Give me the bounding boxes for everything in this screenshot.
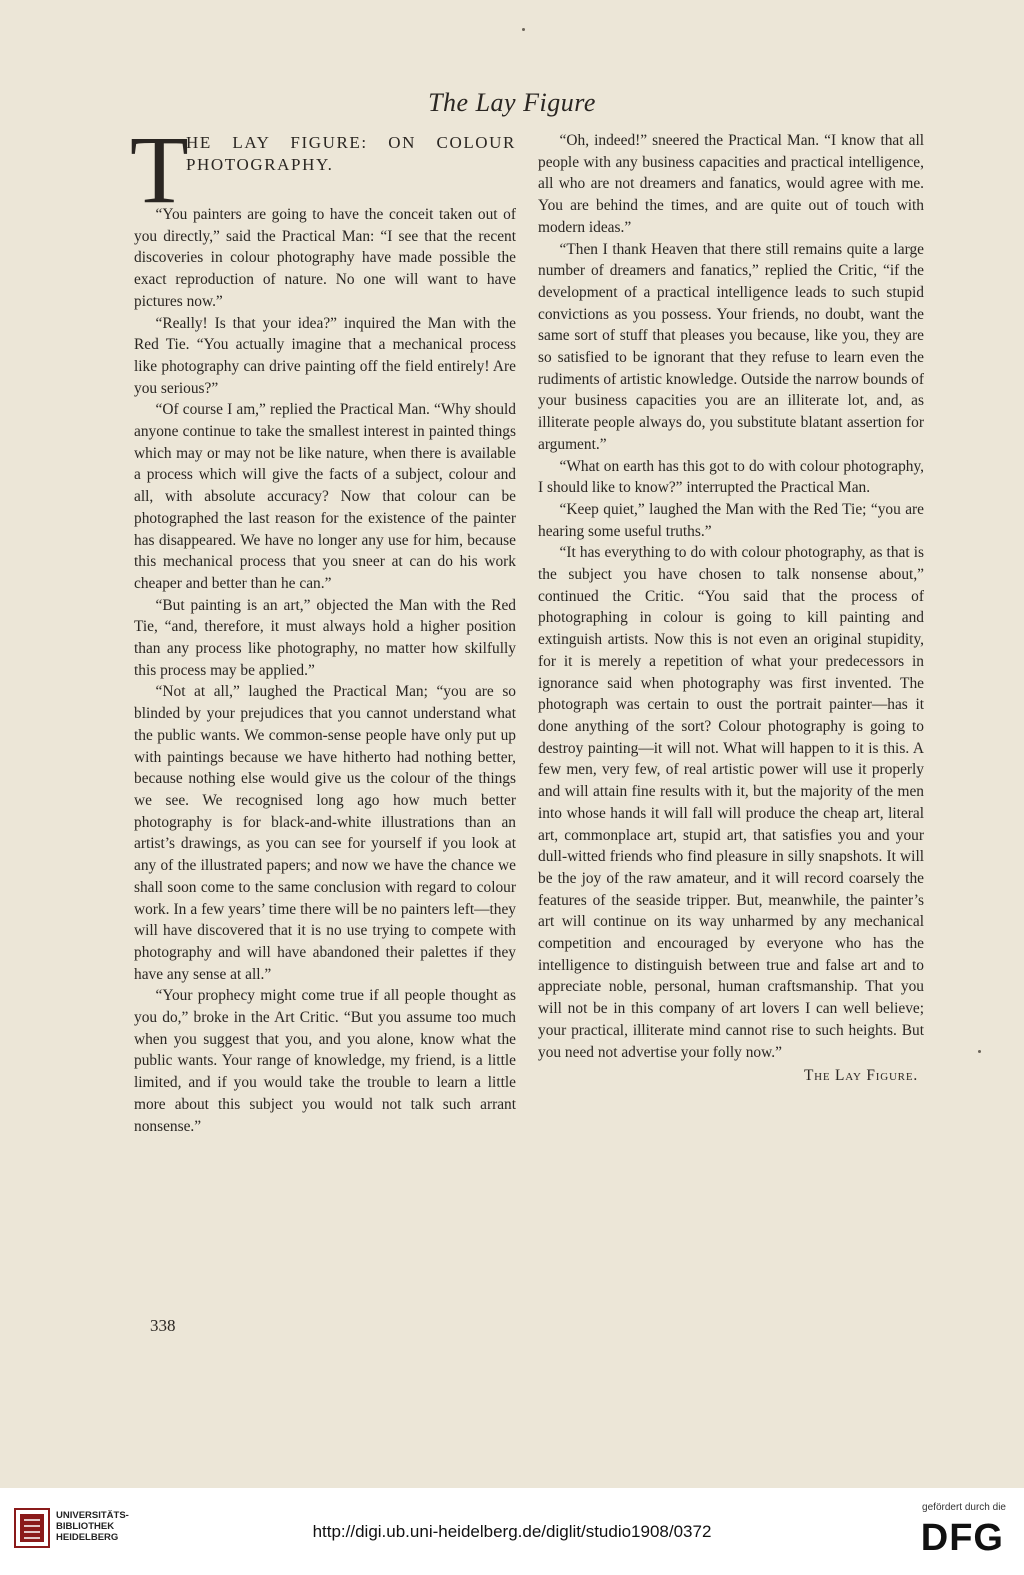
paragraph: “Keep quiet,” laughed the Man with the Red Tie; “you are hearing some useful truths.”	[538, 500, 924, 540]
paragraph: “Not at all,” laughed the Practical Man; “you are so blinded by your prejudices that you cannot understand what the public wants. We common-sense people have only put up with paintings because we have hitherto had nothing better, because nothing else would give us the colour of the things we see. We recognised long ago how much better photography is for black-and-white illustrations than an artist’s drawings, as you can see for yourself if you look at any of the illustrated papers; and now we have the chance we shall soon come to the same conclusion with regard to colour work. In a few years’ time there will be no painters left—they will have discovered that it is no use trying to compete with photography and will have abandoned their palettes if they have any sense at all.”	[134, 683, 516, 983]
running-head: The Lay Figure	[428, 88, 596, 117]
signature: The Lay Figure.	[803, 1067, 918, 1085]
paragraph: “Then I thank Heaven that there still remains quite a large number of dreamers and fanatics,” replied the Critic, “if the development of a practical intelligence leads to such stupid convictions as you possess. Your friends, no doubt, want the same sort of stuff that pleases you because, like you, they are so satisfied to be ignorant that they refuse to learn even the rudiments of artistic knowledge. Outside the narrow bounds of your business capacities you are an illiterate lot, and, as illiterate people always do, you substitute blatant assertion for argument.”	[538, 240, 924, 453]
paragraph: “You painters are going to have the conceit taken out of you directly,” said the Practical Man: “I see that the recent discoveries in colour photography have made possible the exact reproduction of nature. No one will want to have pictures now.”	[134, 206, 516, 310]
funding-note: gefördert durch die	[922, 1502, 1006, 1513]
paragraph: “But painting is an art,” objected the Man with the Red Tie, “and, therefore, it must always hold a higher position than any process like photography, no matter how skilfully this process may be applied.”	[134, 596, 516, 679]
left-column	[130, 116, 516, 1137]
paper-speck	[978, 1050, 981, 1053]
university-name: UNIVERSITÄTS- BIBLIOTHEK HEIDELBERG	[56, 1510, 129, 1543]
article-heading	[130, 116, 516, 223]
digitization-footer	[0, 1488, 1024, 1575]
source-url-link[interactable]: http://digi.ub.uni-heidelberg.de/diglit/studio1908/0372	[312, 1522, 712, 1541]
right-column	[538, 130, 924, 1087]
page-number: 338	[150, 1316, 176, 1335]
paragraph: “Your prophecy might come true if all people thought as you do,” broke in the Art Critic. “But you assume too much when you suggest that you, and you alone, know what the public wants. Your range of knowledge, my friend, is a little limited, and if you would take the trouble to learn a little more about this subject you would not talk such arrant nonsense.”	[134, 987, 516, 1135]
paragraph: “It has everything to do with colour photography, as that is the subject you have chosen to talk nonsense about,” continued the Critic. “You said that the process of photographing in colour is going to kill painting and extinguish artists. Now this is not even an original stupidity, for it is merely a repetition of what your predecessors in ignorance said when photography was first invented. The photograph was certain to oust the portrait painter—has it done anything of the sort? Colour photography is going to destroy painting—it will not. What will happen to it is this. A few men, very few, of real artistic power will use it properly and will attain fine results with it, but the majority of the men into whose hands it will fall will produce the cheap art, literal art, commonplace art, stupid art, that satisfies you and your dull-witted friends who find pleasure in silly snapshots. It will be the joy of the raw amateur, and it will record coarsely the features of the seaside tripper. But, meanwhile, the painter’s art will continue on its way unharmed by any mechanical competition and encouraged by everyone who has the intelligence to distinguish between true and false art and to appreciate noble, personal, human craftsmanship. That you will not be in this company of art lovers I can well believe; your practical, illiterate mind cannot rise to such heights. But you need not advertise your folly now.”	[538, 544, 924, 1061]
dfg-logo: DFG	[920, 1517, 1004, 1559]
drop-cap: T	[130, 116, 189, 223]
paragraph: “Oh, indeed!” sneered the Practical Man. “I know that all people with any business capacities and practical intelligence, all who are not dreamers and fanatics, would agree with me. You are behind the times, and are quite out of touch with modern ideas.”	[538, 132, 924, 236]
paragraph: “What on earth has this got to do with colour photography, I should like to know?” interrupted the Practical Man.	[538, 457, 924, 497]
article-title: HE LAY FIGURE: ON COLOUR PHOTOGRAPHY.	[186, 133, 516, 174]
paper-speck	[522, 28, 525, 31]
paragraph: “Really! Is that your idea?” inquired the Man with the Red Tie. “You actually imagine that a mechanical process like photography can drive painting off the field entirely! Are you serious?”	[134, 314, 516, 397]
paragraph: “Of course I am,” replied the Practical Man. “Why should anyone continue to take the smallest interest in painted things which may or may not be like nature, when there is available a process which will give the facts of a subject, colour and all, with absolute accuracy? Now that colour can be photographed the last reason for the existence of the painter has disappeared. We have no longer any use for him, because this mechanical process that you sneer at can do his work cheaper and better than he can.”	[134, 401, 516, 592]
